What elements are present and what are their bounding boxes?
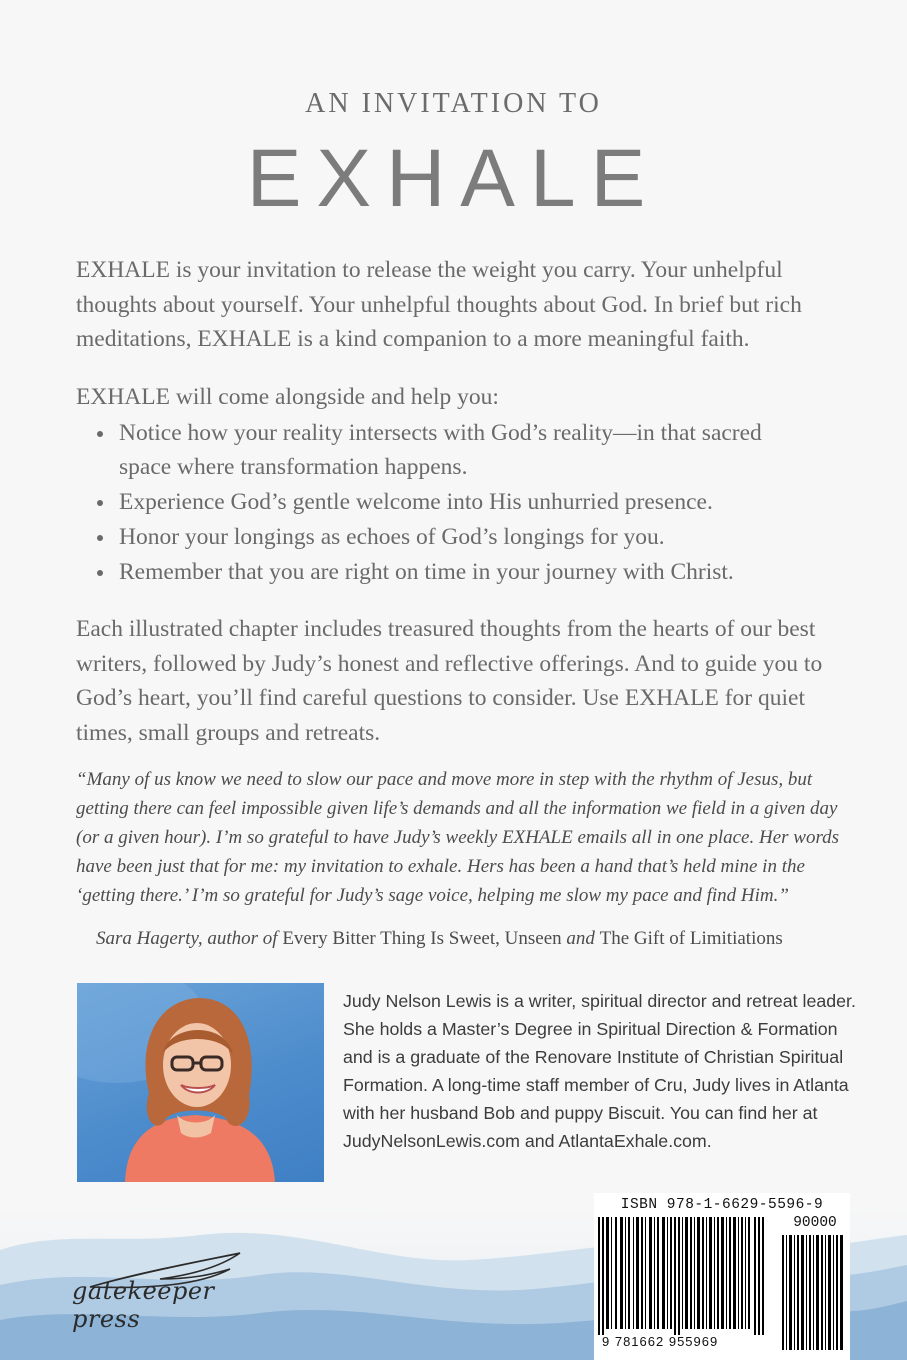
bullet-icon: [97, 570, 103, 576]
endorsement-attribution: Sara Hagerty, author of Every Bitter Thing Is Sweet, Unseen and The Gift of Limitiations: [96, 928, 783, 949]
publisher-logo: [70, 1245, 270, 1333]
list-item: Experience God’s gentle welcome into His unhurried presence.: [76, 485, 816, 519]
benefits-list: [76, 416, 816, 590]
list-item: Remember that you are right on time in your journey with Christ.: [76, 555, 816, 589]
isbn-label: ISBN 978-1-6629-5596-9: [620, 1197, 824, 1213]
barcode-addon-digits: 90000: [793, 1215, 837, 1231]
isbn-barcode: [594, 1193, 850, 1360]
title-kicker: AN INVITATION TO: [305, 88, 602, 119]
list-item: Notice how your reality intersects with God’s reality—in that sacred space where transformation happens.: [76, 416, 816, 484]
author-bio: Judy Nelson Lewis is a writer, spiritual director and retreat leader. She holds a Master’s Degree in Spiritual Direction & Formation and is a graduate of the Renovare Institute of Christian Spiritual Formation. A long-time staff member of Cru, Judy lives in Atlanta with her husband Bob and puppy Biscuit. You can find her at JudyNelsonLewis.com and AtlantaExhale.com.: [343, 991, 856, 1151]
publisher-name: gatekeeper press: [72, 1277, 215, 1333]
author-portrait-icon: [77, 983, 324, 1182]
bullet-icon: [97, 500, 103, 506]
book-title: EXHALE: [246, 133, 661, 224]
author-photo: [77, 983, 324, 1182]
bullet-icon: [97, 535, 103, 541]
list-item: Honor your longings as echoes of God’s longings for you.: [76, 520, 816, 554]
bullet-icon: [97, 431, 103, 437]
intro-paragraph: EXHALE is your invitation to release the weight you carry. Your unhelpful thoughts about yourself. Your unhelpful thoughts about God. In brief but rich meditations, EXHALE is a kind companion to a more meaningful faith.: [76, 257, 802, 352]
barcode-digits: 9 781662 955969: [602, 1334, 719, 1349]
description-paragraph: Each illustrated chapter includes treasured thoughts from the hearts of our best writers, followed by Judy’s honest and reflective offerings. And to guide you to God’s heart, you’ll find careful questions to consider. Use EXHALE for quiet times, small groups and retreats.: [76, 616, 823, 746]
list-lead: EXHALE will come alongside and help you:: [76, 384, 499, 410]
endorsement-quote: “Many of us know we need to slow our pace and move more in step with the rhythm of Jesus, but getting there can feel impossible given life’s demands and all the information we field in a given day (or a given hour). I’m so grateful to have Judy’s weekly EXHALE emails all in one place. Her words have been just that for me: my invitation to exhale. Hers has been a hand that’s held mine in the ‘getting there.’ I’m so grateful for Judy’s sage voice, helping me slow my pace and find Him.”: [76, 769, 840, 906]
